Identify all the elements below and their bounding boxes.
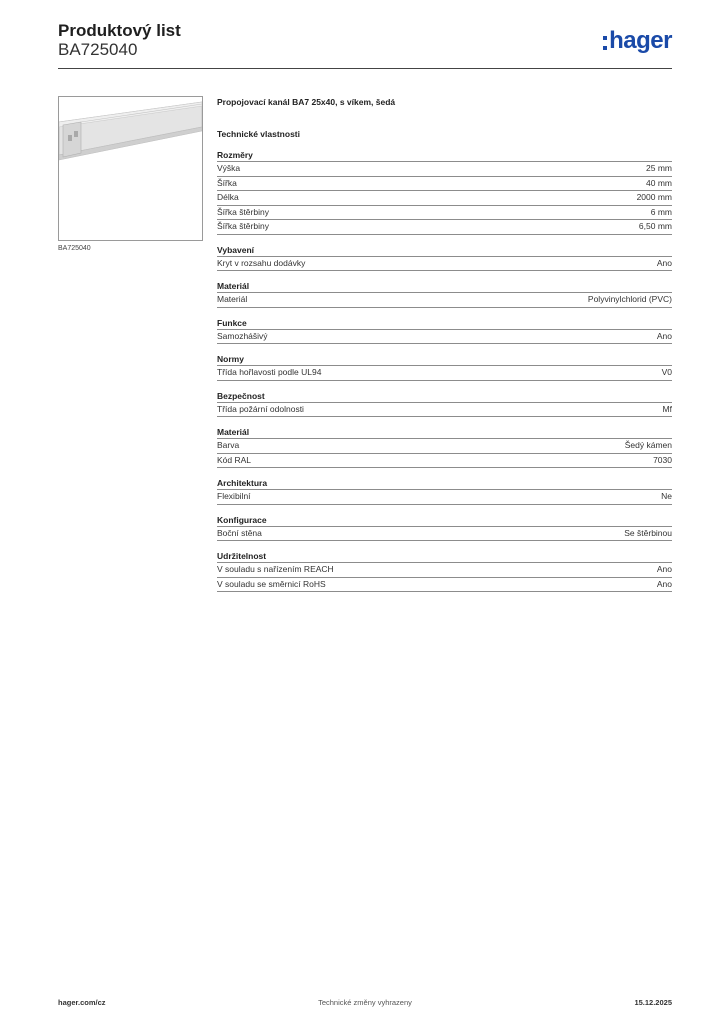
header-divider	[58, 68, 672, 69]
spec-label: V souladu se směrnicí RoHS	[217, 578, 326, 589]
spec-row	[217, 257, 672, 272]
spec-row	[217, 220, 672, 235]
spec-section	[217, 317, 672, 345]
spec-label: Kód RAL	[217, 454, 252, 465]
spec-row	[217, 293, 672, 308]
spec-label: Boční stěna	[217, 527, 262, 538]
spec-label: Třída požární odolnosti	[217, 403, 304, 414]
spec-value: Polyvinylchlorid (PVC)	[587, 294, 672, 304]
section-title: Konfigurace	[217, 514, 672, 527]
spec-value: 40 mm	[646, 177, 672, 188]
cable-trunking-illustration-icon	[59, 97, 202, 240]
spec-label: Flexibilní	[217, 491, 251, 501]
section-title: Bezpečnost	[217, 390, 672, 403]
spec-label: Délka	[217, 192, 239, 202]
section-title: Funkce	[217, 317, 672, 330]
spec-row	[217, 403, 672, 418]
spec-value: 25 mm	[646, 163, 672, 173]
logo-dots-icon	[603, 36, 607, 50]
footer-website[interactable]: hager.com/cz	[58, 998, 106, 1007]
spec-value: 6,50 mm	[638, 221, 672, 231]
spec-row	[217, 563, 672, 578]
spec-value: 6 mm	[650, 206, 672, 217]
spec-row	[217, 206, 672, 221]
spec-row	[217, 490, 672, 505]
spec-section	[217, 244, 672, 272]
section-title: Vybavení	[217, 244, 672, 257]
spec-value: Mf	[662, 403, 672, 414]
spec-label: Samozhášivý	[217, 330, 268, 341]
product-image	[58, 96, 203, 241]
section-title: Materiál	[217, 426, 672, 439]
section-title: Architektura	[217, 477, 672, 490]
product-code: BA725040	[58, 40, 138, 59]
spec-value: Šedý kámen	[624, 440, 672, 450]
spec-section	[217, 390, 672, 418]
spec-row	[217, 177, 672, 192]
spec-section	[217, 550, 672, 592]
spec-label: Výška	[217, 163, 241, 173]
spec-content	[217, 96, 672, 592]
spec-row	[217, 162, 672, 177]
spec-value: Ne	[661, 491, 672, 501]
section-title: Materiál	[217, 280, 672, 293]
spec-row	[217, 330, 672, 345]
spec-row	[217, 191, 672, 206]
spec-label: Barva	[217, 440, 240, 450]
technical-properties-heading: Technické vlastnosti	[217, 129, 300, 139]
spec-section	[217, 280, 672, 308]
spec-label: Šířka štěrbiny	[217, 206, 269, 217]
spec-row	[217, 527, 672, 542]
footer-date: 15.12.2025	[634, 998, 672, 1007]
spec-value: V0	[661, 367, 672, 377]
section-title: Udržitelnost	[217, 550, 672, 563]
footer-notice: Technické změny vyhrazeny	[318, 998, 412, 1007]
page-title: Produktový list	[58, 21, 181, 40]
spec-value: Ano	[656, 257, 672, 268]
hager-logo	[603, 28, 672, 54]
section-title: Normy	[217, 353, 672, 366]
spec-label: Třída hořlavosti podle UL94	[217, 367, 322, 377]
spec-value: Ano	[656, 330, 672, 341]
spec-value: 7030	[653, 454, 672, 465]
spec-label: Materiál	[217, 294, 248, 304]
spec-label: Šířka	[217, 177, 237, 188]
spec-value: Ano	[656, 578, 672, 589]
spec-label: Kryt v rozsahu dodávky	[217, 257, 306, 268]
section-title: Rozměry	[217, 149, 672, 162]
spec-section	[217, 514, 672, 542]
logo-text: hager	[609, 27, 672, 54]
product-name: Propojovací kanál BA7 25x40, s víkem, šedá	[217, 97, 396, 107]
spec-section	[217, 426, 672, 468]
spec-row	[217, 578, 672, 593]
spec-value: 2000 mm	[636, 192, 672, 202]
spec-value: Se štěrbinou	[624, 527, 672, 538]
spec-row	[217, 366, 672, 381]
spec-section	[217, 477, 672, 505]
spec-section	[217, 353, 672, 381]
spec-label: Šířka štěrbiny	[217, 221, 269, 231]
spec-row	[217, 454, 672, 469]
spec-sections	[217, 149, 672, 592]
page-header	[58, 21, 181, 59]
spec-label: V souladu s nařízením REACH	[217, 564, 334, 574]
image-caption: BA725040	[58, 245, 91, 252]
spec-section	[217, 149, 672, 235]
spec-row	[217, 439, 672, 454]
spec-value: Ano	[656, 564, 672, 574]
